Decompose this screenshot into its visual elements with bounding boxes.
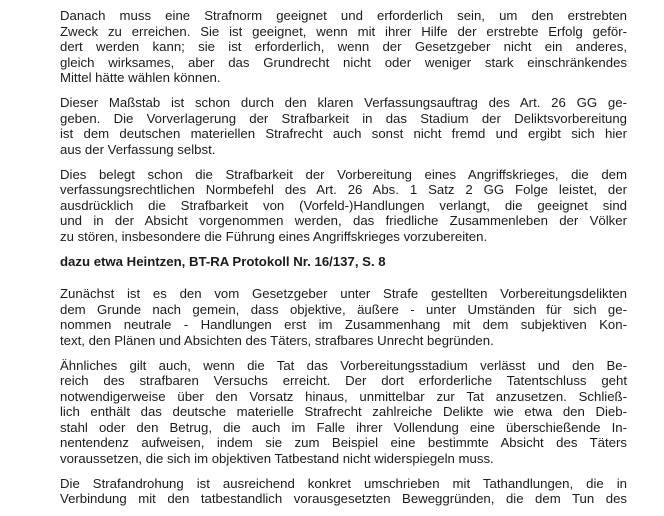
text-line: Ähnliches gilt auch, wenn die Tat das Vorbereitungsstadium verlässt und den Be- [60,357,627,373]
paragraph [60,286,627,348]
text-line: aus der Verfassung selbst. [60,141,216,157]
paragraph [60,358,627,467]
text-line: dert werden kann; sie ist erforderlich, wenn der Gesetzgeber nicht ein anderes, [60,39,627,54]
text-line: notwendigerweise über den Vorsatz hinaus, unmittelbar zur Tat anzusetzen. Schließ- [60,388,627,404]
text-line: ausdrücklich die Strafbarkeit von (Vorfeld-)Handlungen verlangt, die geeignet sind [60,197,627,213]
text-line: stahl oder den Betrug, die auch im Falle ihrer Vollendung eine überschießende In- [60,419,627,435]
text-line: Dieser Maßstab ist schon durch den klaren Verfassungsauftrag des Art. 26 GG ge- [60,95,627,110]
text-line: nentendenz aufweisen, indem sie zum Beispiel eine bestimmte Absicht des Täters [60,435,627,450]
text-line: zu stören, insbesondere die Führung eines Angriffskrieges vorzubereiten. [60,228,488,244]
paragraph [60,167,627,245]
text-line: ist dem deutschen materiellen Strafrecht auch sonst nicht fremd und ergibt sich hier [60,126,627,141]
text-line: Zweck zu erreichen. Sie ist geeignet, wenn mit ihrer Hilfe der erstrebte Erfolg geför- [60,23,627,39]
text-line: text, den Plänen und Absichten des Täters, strafbares Unrecht begründen. [60,332,494,348]
paragraph [60,476,627,507]
citation-line [60,254,627,270]
text-line: Danach muss eine Strafnorm geeignet und erforderlich sein, um den erstrebten [60,8,627,23]
text-line: gleich wirksames, aber das Grundrecht nicht oder weniger stark einschränkendes [60,54,627,70]
text-line: reich des strafbaren Versuchs erreicht. Der dort erforderliche Tatentschluss geht [60,373,627,388]
text-line: Mittel hätte wählen können. [60,70,221,85]
text-line: dazu etwa Heintzen, BT-RA Protokoll Nr. 16/137, S. 8 [60,253,386,269]
text-line: voraussetzen, die sich im objektiven Tatbestand nicht widerspiegeln muss. [60,450,494,466]
text-column [60,8,627,516]
paragraph [60,95,627,157]
text-line: Dies belegt schon die Strafbarkeit der Vorbereitung eines Angriffskrieges, die dem [60,166,627,182]
text-line: und in der Absicht vorgenommen werden, das friedliche Zusammenleben der Völker [60,213,627,228]
paragraph [60,8,627,86]
text-line: dem Grunde nach gemein, dass objektive, äußere - unter Umständen für sich ge- [60,301,627,317]
text-line: geben. Die Vorverlagerung der Strafbarkeit in das Stadium der Deliktsvorbereitung [60,110,627,126]
text-line: Die Strafandrohung ist ausreichend konkret umschrieben mit Tathandlungen, die in [60,475,627,491]
text-line: nommen neutrale - Handlungen erst im Zusammenhang mit dem subjektiven Kon- [60,317,627,332]
text-line: Zunächst ist es den vom Gesetzgeber unter Strafe gestellten Vorbereitungsdelikten [60,286,627,301]
text-line: lich enthält das deutsche materielle Strafrecht zahlreiche Delikte wie etwa den Dieb- [60,404,627,419]
text-line: Verbindung mit den tatbestandlich vorausgesetzten Beweggründen, die dem Tun des [60,491,627,506]
text-line: verfassungsrechtlichen Normbefehl des Art. 26 Abs. 1 Satz 2 GG Folge leistet, der [60,182,627,197]
